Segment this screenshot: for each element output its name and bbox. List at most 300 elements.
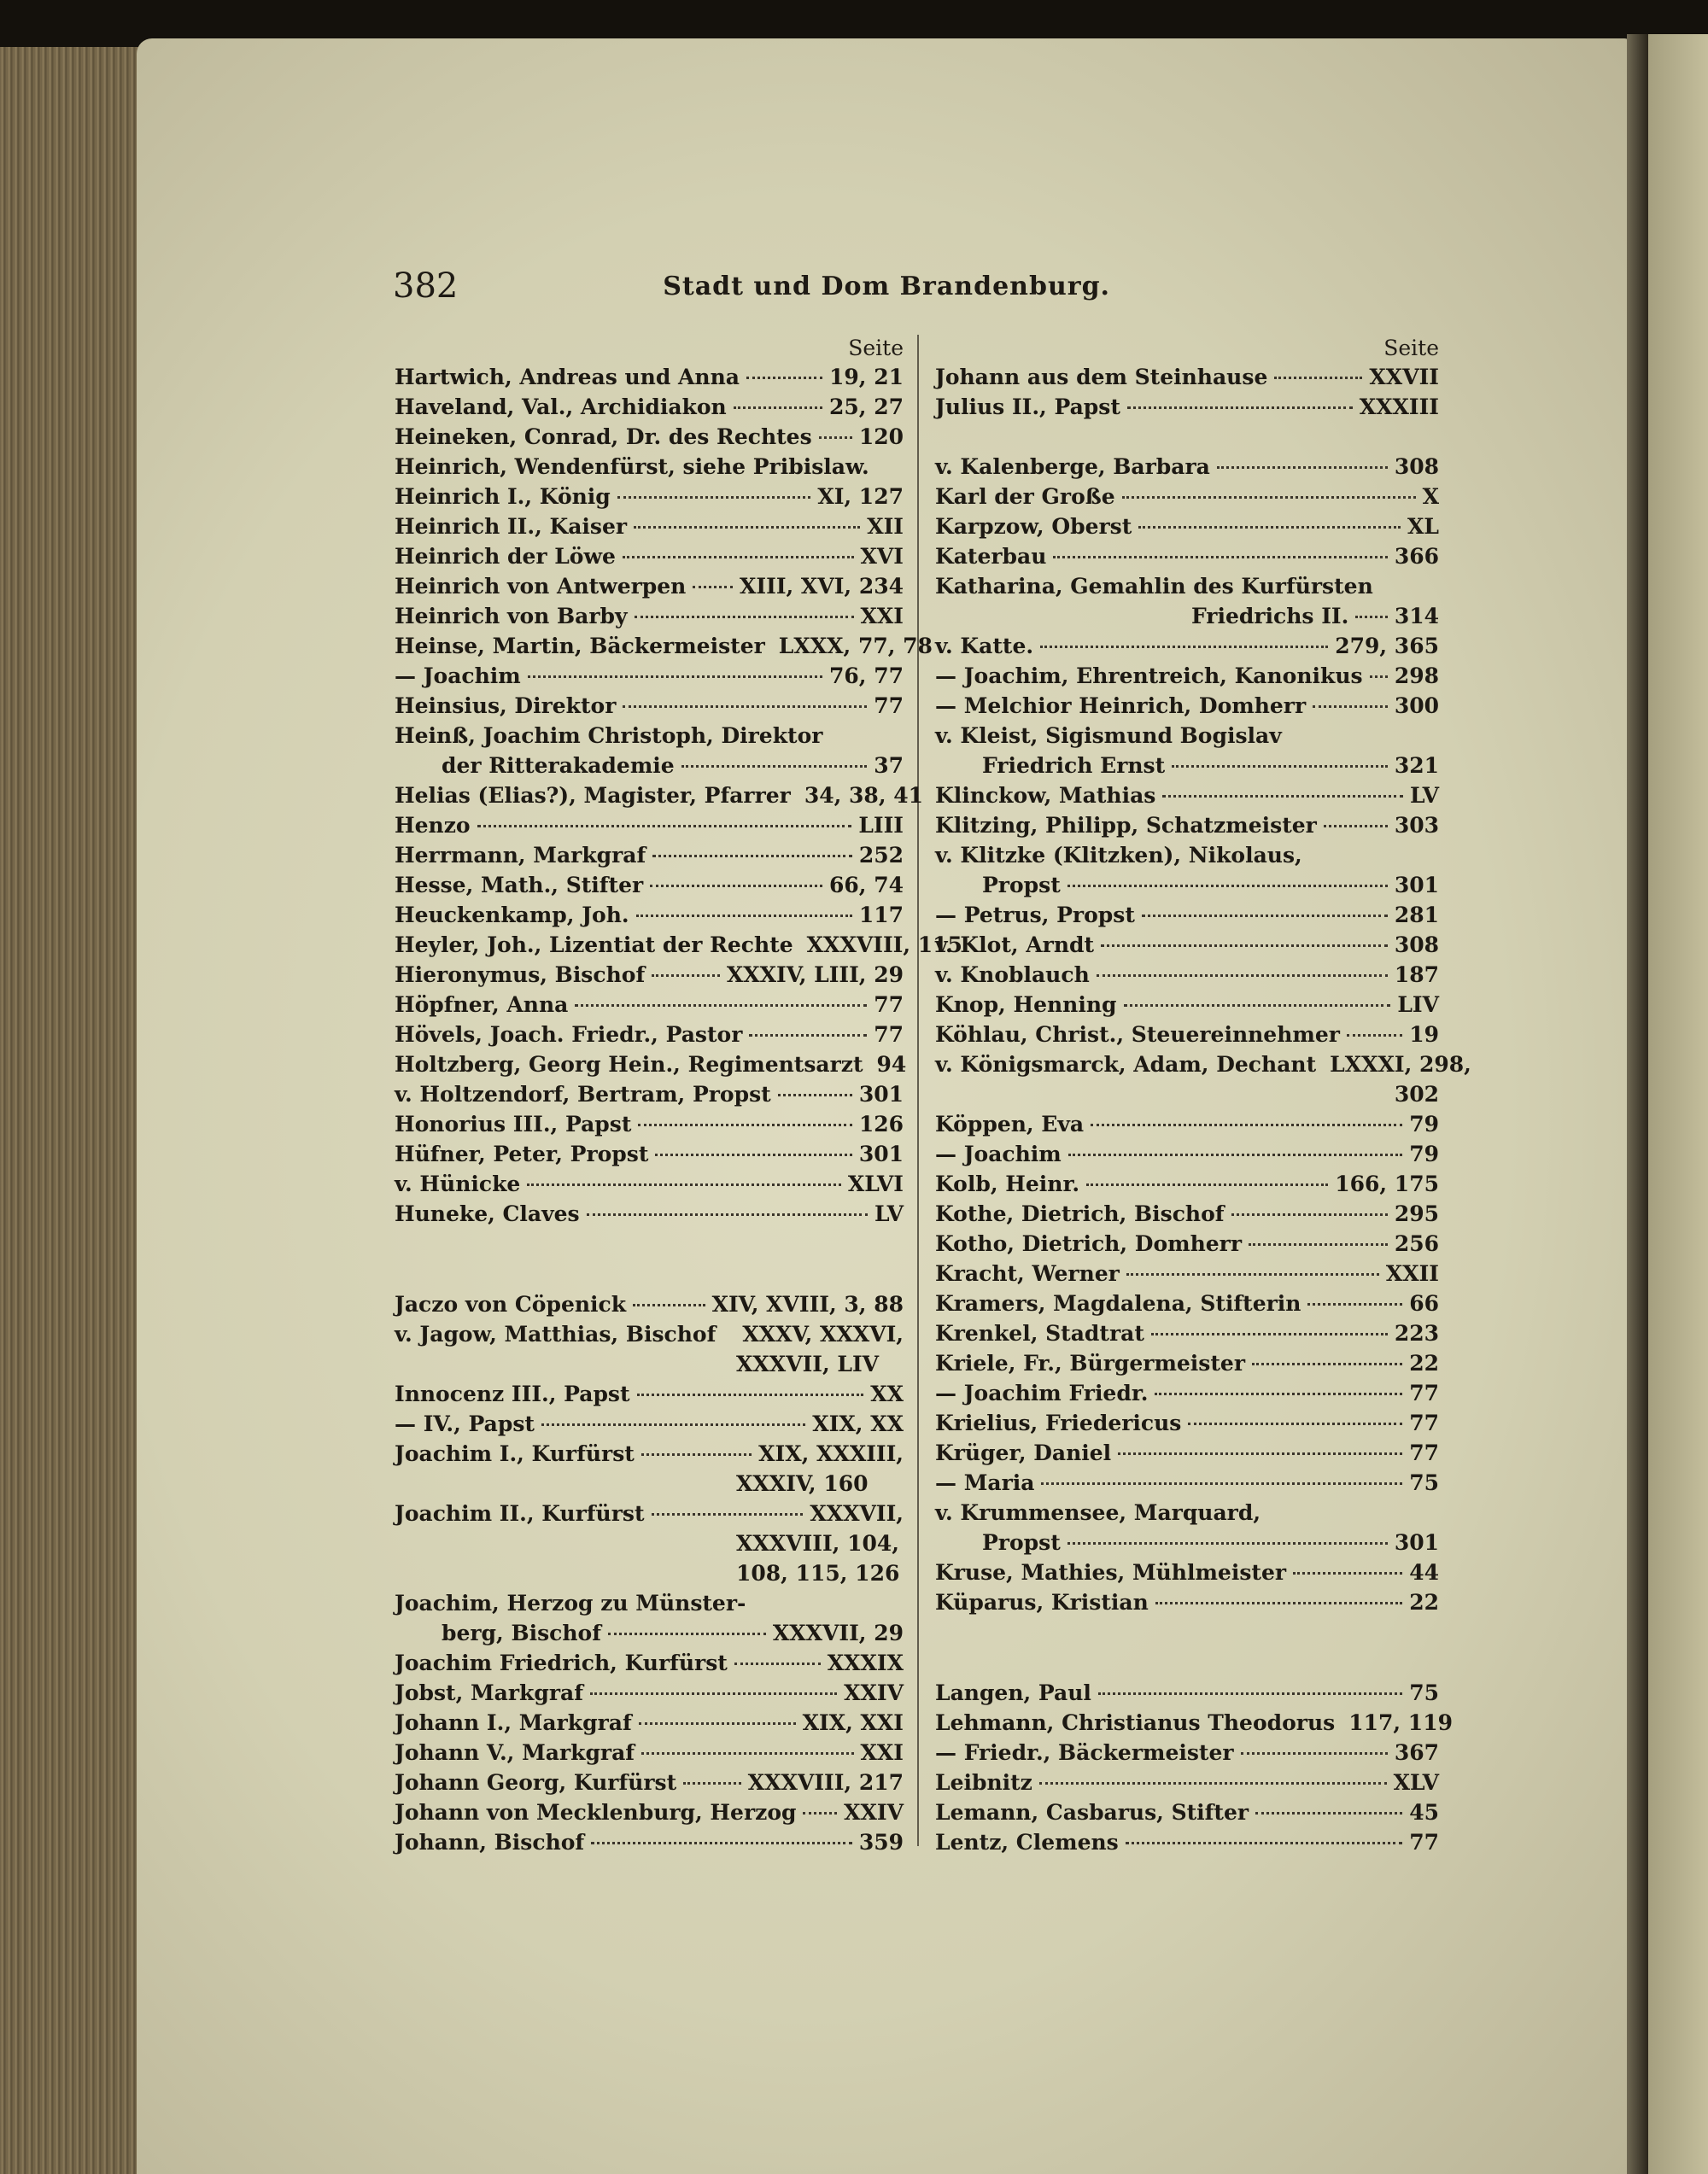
index-entry-name: Karpzow, Oberst [935, 514, 1132, 539]
dot-leader [1217, 466, 1388, 469]
index-entry-name: — Joachim, Ehrentreich, Kanonikus [935, 663, 1363, 688]
dot-leader [693, 586, 733, 588]
index-entry-pages: 281 [1394, 903, 1439, 927]
index-entry-name: Klitzing, Philipp, Schatzmeister [935, 813, 1317, 838]
dot-leader [1118, 1452, 1402, 1455]
index-entry-name: Johann I., Markgraf [395, 1710, 632, 1735]
index-entry-pages: 94 [876, 1052, 907, 1077]
index-entry-pages: 166, 175 [1335, 1172, 1439, 1196]
index-entry-pages: XXI [860, 1740, 904, 1765]
index-entry [395, 422, 904, 452]
index-entry-pages: 295 [1394, 1201, 1439, 1226]
dot-leader [1101, 944, 1388, 947]
index-entry-pages: 77 [874, 1022, 904, 1047]
index-entry-pages: X [1422, 484, 1439, 509]
index-entry-name: Kothe, Dietrich, Bischof [935, 1201, 1225, 1226]
dot-leader [819, 436, 852, 439]
column-divider [917, 335, 919, 1846]
index-block-j [395, 1289, 904, 1319]
dot-leader [477, 825, 852, 827]
index-block-k [935, 452, 1439, 571]
index-entry-name: Heuckenkamp, Joh. [395, 903, 629, 927]
index-entry-pages: 117, 119 [1348, 1710, 1453, 1735]
index-entry [935, 1318, 1439, 1348]
dot-leader [1241, 1752, 1388, 1755]
index-entry-name: Heineken, Conrad, Dr. des Rechtes [395, 424, 812, 449]
index-entry [935, 691, 1439, 721]
index-entry: v. Kleist, Sigismund Bogislav [935, 723, 1282, 748]
index-entry-name: Lehmann, Christianus Theodorus [935, 1710, 1336, 1735]
index-entry-pages: XXIV [844, 1680, 904, 1705]
index-block-k6 [935, 1557, 1439, 1617]
index-entry [395, 1199, 904, 1229]
index-entry-pages: 117 [858, 903, 904, 927]
index-entry-pages: 77 [1409, 1441, 1439, 1465]
dot-leader [734, 406, 822, 409]
index-entry-name: Haveland, Val., Archidiakon [395, 394, 727, 419]
index-entry-name: Holtzberg, Georg Hein., Regimentsarzt [395, 1052, 863, 1077]
index-entry [395, 1738, 904, 1768]
dot-leader [652, 974, 720, 977]
index-entry [935, 1587, 1439, 1617]
index-entry-continuation: berg, Bischof XXXVII, 29 [442, 1621, 904, 1645]
index-entry-name: Kruse, Mathies, Mühlmeister [935, 1560, 1287, 1585]
index-entry-pages: LIII [858, 813, 904, 838]
dot-leader [1039, 1782, 1387, 1785]
index-entry-name: — Friedr., Bäckermeister [935, 1740, 1234, 1765]
index-entry-pages: XXXVIII, 217 [747, 1770, 904, 1795]
index-entry-name: Hieronymus, Bischof [395, 962, 646, 987]
index-entry-continuation: XXXVII, LIV [736, 1352, 880, 1376]
running-title: Stadt und Dom Brandenburg. [663, 272, 1110, 301]
index-entry-name: Heinse, Martin, Bäckermeister [395, 634, 765, 658]
index-entry-pages: 34, 38, 41 [804, 783, 924, 808]
index-entry: v. Krummensee, Marquard, [935, 1500, 1261, 1525]
index-entry [935, 1557, 1439, 1587]
index-entry [395, 870, 904, 900]
index-entry-name: Karl der Große [935, 484, 1115, 509]
book-spine [1627, 34, 1648, 2174]
dot-leader [1252, 1363, 1402, 1365]
index-entry-name: — Melchior Heinrich, Domherr [935, 693, 1307, 718]
dot-leader [1347, 1034, 1402, 1037]
index-entry [395, 661, 904, 691]
index-entry-pages: 77 [1409, 1411, 1439, 1435]
dot-leader [633, 1304, 705, 1306]
dot-leader [636, 915, 852, 917]
index-entry [395, 1139, 904, 1169]
dot-leader [1188, 1423, 1402, 1425]
index-entry-name: Johann, Bischof [395, 1830, 585, 1855]
index-entry [395, 392, 904, 422]
index-entry [395, 960, 904, 990]
index-entry-name: Krielius, Friedericus [935, 1411, 1182, 1435]
dot-leader [650, 885, 822, 887]
dot-leader [1053, 556, 1387, 558]
index-entry-pages: 303 [1394, 813, 1439, 838]
dot-leader [1127, 406, 1353, 409]
index-entry-pages: 359 [858, 1830, 904, 1855]
index-entry [935, 1289, 1439, 1318]
dot-leader [528, 675, 822, 678]
index-entry-continuation: Friedrich Ernst 321 [982, 753, 1439, 778]
index-entry [395, 840, 904, 870]
index-entry-name: Lemann, Casbarus, Stifter [935, 1800, 1249, 1825]
index-entry-pages: 22 [1409, 1351, 1439, 1376]
index-entry-pages: 252 [858, 843, 904, 868]
index-entry-name: Langen, Paul [935, 1680, 1091, 1705]
index-entry-continuation: 108, 115, 126 [736, 1561, 900, 1586]
index-entry [935, 1468, 1439, 1498]
index-entry-pages: 301 [858, 1082, 904, 1107]
index-entry [395, 571, 904, 601]
index-entry-name: Heinrich von Antwerpen [395, 574, 687, 599]
index-block-h2 [395, 780, 962, 1229]
index-entry [935, 960, 1439, 990]
index-entry [395, 1409, 904, 1439]
index-entry: v. Klitzke (Klitzken), Nikolaus, [935, 843, 1302, 868]
index-entry-pages: LIV [1397, 992, 1439, 1017]
dot-leader [749, 1034, 867, 1037]
index-entry [935, 1229, 1439, 1259]
dot-leader [1324, 825, 1388, 827]
index-entry-pages: 22 [1409, 1590, 1439, 1615]
index-entry-pages: 79 [1409, 1142, 1439, 1166]
index-entry-pages: LV [1409, 783, 1439, 808]
index-entry-name: v. Hünicke [395, 1172, 521, 1196]
index-entry [935, 1020, 1439, 1049]
index-entry-pages: 75 [1409, 1680, 1439, 1705]
index-entry [395, 362, 904, 392]
index-entry-pages: 75 [1409, 1470, 1439, 1495]
index-entry-name: Jaczo von Cöpenick [395, 1292, 627, 1317]
index-entry-continuation: der Ritterakademie 37 [442, 753, 904, 778]
index-entry [935, 1797, 1439, 1827]
dot-leader [1091, 1124, 1402, 1126]
dot-leader [591, 1842, 852, 1844]
index-entry [935, 452, 1439, 482]
index-entry-pages: 367 [1394, 1740, 1439, 1765]
index-entry [395, 1289, 904, 1319]
index-entry-name: Johann aus dem Steinhause [935, 365, 1268, 389]
dot-leader [1086, 1183, 1328, 1186]
index-entry-name: Joachim Friedrich, Kurfürst [395, 1651, 728, 1675]
index-entry-pages: LXXX, 77, 78 [778, 634, 933, 658]
dot-leader [1162, 795, 1403, 798]
index-entry [935, 541, 1439, 571]
index-entry-continuation: XXXVIII, 104, [736, 1531, 899, 1556]
dot-leader [1370, 675, 1388, 678]
index-entry-name: Heinrich, Wendenfürst, siehe Pribislaw. [395, 454, 869, 479]
index-entry-name: Krenkel, Stadtrat [935, 1321, 1144, 1346]
index-entry-pages: 66 [1409, 1291, 1439, 1316]
index-block-k5 [935, 1109, 1439, 1498]
book-page-edges [0, 47, 149, 2174]
index-entry-continuation: Friedrichs II. 314 [1191, 604, 1439, 628]
dot-leader [1151, 1333, 1388, 1335]
dot-leader [1098, 1692, 1402, 1695]
index-entry-pages: 366 [1394, 544, 1439, 569]
dot-leader [655, 1154, 851, 1156]
dot-leader [1274, 377, 1362, 379]
index-entry-pages: XLV [1393, 1770, 1439, 1795]
index-entry-name: Hövels, Joach. Friedr., Pastor [395, 1022, 743, 1047]
index-block-k3 [935, 780, 1439, 840]
index-entry [395, 1768, 904, 1797]
index-entry-pages: XL [1407, 514, 1439, 539]
index-entry [935, 1678, 1439, 1708]
dot-leader [587, 1213, 868, 1216]
index-entry [935, 392, 1439, 422]
index-entry-name: Küparus, Kristian [935, 1590, 1149, 1615]
index-block-j2 [395, 1379, 904, 1439]
index-entry-pages: XIV, XVIII, 3, 88 [711, 1292, 904, 1317]
dot-leader [639, 1722, 796, 1725]
index-block-h [395, 362, 933, 721]
index-entry: v. Königsmarck, Adam, Dechant LXXXI, 298, [935, 1052, 1471, 1077]
dot-leader [1122, 496, 1416, 499]
index-entry [935, 1259, 1439, 1289]
index-entry [395, 482, 904, 511]
index-entry-name: Kramers, Magdalena, Stifterin [935, 1291, 1301, 1316]
index-entry-name: Henzo [395, 813, 471, 838]
index-entry-continuation: XXXIV, 160 [736, 1471, 869, 1496]
dot-leader [1040, 646, 1328, 648]
dot-leader [1068, 1154, 1402, 1156]
index-entry-continuation: Propst 301 [982, 1530, 1439, 1555]
index-entry-name: Kolb, Heinr. [935, 1172, 1080, 1196]
index-entry-name: Hüfner, Peter, Propst [395, 1142, 649, 1166]
index-entry-pages: XX [870, 1382, 904, 1406]
index-block-j [935, 362, 1439, 422]
index-entry [395, 1020, 904, 1049]
dot-leader [1293, 1572, 1402, 1575]
dot-leader [638, 1124, 851, 1126]
dot-leader [746, 377, 822, 379]
index-entry-name: Köhlau, Christ., Steuereinnehmer [935, 1022, 1340, 1047]
index-entry [395, 1169, 904, 1199]
index-entry-pages: XIII, XVI, 234 [740, 574, 904, 599]
index-entry-pages: XI, 127 [817, 484, 904, 509]
index-entry-name: Leibnitz [935, 1770, 1032, 1795]
index-entry-pages: XXVII [1369, 365, 1439, 389]
index-entry [395, 780, 924, 810]
dot-leader [527, 1183, 841, 1186]
index-entry [395, 1648, 904, 1678]
index-entry-pages: XXXIII [1359, 394, 1439, 419]
index-entry [395, 1079, 904, 1109]
index-entry-name: — Maria [935, 1470, 1035, 1495]
index-entry-name: Heinrich von Barby [395, 604, 628, 628]
index-entry-name: Heinrich II., Kaiser [395, 514, 628, 539]
index-entry-name: Heinsius, Direktor [395, 693, 617, 718]
index-block-k4 [935, 900, 1439, 1049]
dot-leader [1124, 1004, 1391, 1007]
index-entry [935, 1109, 1439, 1139]
index-entry-name: — IV., Papst [395, 1411, 535, 1436]
index-entry-continuation: 302 [1394, 1082, 1439, 1107]
dot-leader [623, 705, 867, 708]
seite-label: Seite [848, 336, 904, 360]
index-entry-name: Knop, Henning [935, 992, 1117, 1017]
index-entry [395, 1109, 904, 1139]
index-entry-pages: 19 [1409, 1022, 1439, 1047]
dot-leader [1249, 1243, 1388, 1246]
index-entry-pages: XIX, XX [812, 1411, 904, 1436]
index-entry-name: Kotho, Dietrich, Domherr [935, 1231, 1242, 1256]
index-entry: Joachim, Herzog zu Münster- [395, 1591, 746, 1616]
index-entry-pages: 301 [858, 1142, 904, 1166]
dot-leader [1255, 1812, 1402, 1815]
index-entry-pages: XXXVIII, 115 [806, 932, 962, 957]
index-entry-name: Hesse, Math., Stifter [395, 873, 644, 897]
index-entry-pages: 77 [874, 992, 904, 1017]
index-entry-pages: 300 [1394, 693, 1439, 718]
index-entry-name: Heinrich I., König [395, 484, 611, 509]
index-entry-pages: 298 [1394, 663, 1439, 688]
index-entry [935, 810, 1439, 840]
index-entry-continuation: Propst 301 [982, 873, 1439, 897]
index-entry [935, 511, 1439, 541]
dot-leader [778, 1094, 852, 1096]
dot-leader [635, 616, 854, 618]
index-entry-pages: XVI [860, 544, 904, 569]
dot-leader [683, 1782, 741, 1785]
index-entry-pages: XXII [1385, 1261, 1439, 1286]
index-entry-name: v. Katte. [935, 634, 1034, 658]
index-entry [395, 511, 904, 541]
index-entry-pages: 308 [1394, 454, 1439, 479]
index-entry-pages: 76, 77 [829, 663, 904, 688]
index-entry-name: Kracht, Werner [935, 1261, 1120, 1286]
index-entry [395, 1797, 904, 1827]
dot-leader [575, 1004, 867, 1007]
index-entry [395, 990, 904, 1020]
index-entry-pages: XXI [860, 604, 904, 628]
index-entry-name: Hartwich, Andreas und Anna [395, 365, 740, 389]
index-block-l [935, 1678, 1453, 1857]
index-entry [935, 661, 1439, 691]
dot-leader [541, 1423, 805, 1426]
index-entry-name: Jobst, Markgraf [395, 1680, 583, 1705]
index-entry-pages: 44 [1409, 1560, 1439, 1585]
dot-leader [1307, 1303, 1402, 1306]
index-entry-pages: 256 [1394, 1231, 1439, 1256]
dot-leader [1126, 1273, 1379, 1276]
index-entry [395, 810, 904, 840]
dot-leader [634, 526, 860, 529]
index-entry-name: Köppen, Eva [935, 1112, 1085, 1137]
index-entry [935, 990, 1439, 1020]
index-entry: v. Jagow, Matthias, Bischof XXXV, XXXVI, [395, 1322, 904, 1347]
index-entry [935, 1827, 1439, 1857]
index-entry [935, 1438, 1439, 1468]
index-entry-pages: 66, 74 [829, 873, 904, 897]
index-entry [935, 1738, 1439, 1768]
index-entry [935, 1708, 1453, 1738]
index-entry [395, 631, 933, 661]
index-entry-name: Johann Georg, Kurfürst [395, 1770, 677, 1795]
index-entry-name: — Joachim [395, 663, 521, 688]
index-entry: Heinß, Joachim Christoph, Direktor [395, 723, 823, 748]
index-entry-pages: XXXIX [827, 1651, 904, 1675]
index-entry-pages: 223 [1394, 1321, 1439, 1346]
index-entry-name: Heyler, Joh., Lizentiat der Rechte [395, 932, 793, 957]
index-entry-pages: XXXIV, LIII, 29 [726, 962, 904, 987]
index-entry-pages: XXIV [844, 1800, 904, 1825]
index-entry-pages: 187 [1394, 962, 1439, 987]
index-entry [395, 1827, 904, 1857]
index-entry-name: v. Kalenberge, Barbara [935, 454, 1210, 479]
index-column-left [395, 335, 962, 1857]
index-entry-name: Helias (Elias?), Magister, Pfarrer [395, 783, 791, 808]
index-entry-name: Johann von Mecklenburg, Herzog [395, 1800, 797, 1825]
index-entry-name: Herrmann, Markgraf [395, 843, 646, 868]
index-entry-pages: XII [867, 514, 904, 539]
index-entry [935, 1139, 1439, 1169]
index-entry [395, 601, 904, 631]
index-entry [935, 1768, 1439, 1797]
facing-page-edge [1648, 34, 1708, 2174]
index-entry [935, 1199, 1439, 1229]
index-entry-pages: 25, 27 [829, 394, 904, 419]
index-entry [395, 1379, 904, 1409]
dot-leader [1155, 1602, 1402, 1604]
index-entry [395, 691, 904, 721]
page-header [393, 266, 1110, 309]
index-entry-name: Julius II., Papst [935, 394, 1120, 419]
index-entry-pages: XLVI [847, 1172, 904, 1196]
dot-leader [623, 556, 854, 558]
index-entry-name: Innocenz III., Papst [395, 1382, 630, 1406]
index-entry-name: Johann V., Markgraf [395, 1740, 635, 1765]
index-entry-name: Kriele, Fr., Bürgermeister [935, 1351, 1246, 1376]
index-entry-name: Huneke, Claves [395, 1201, 580, 1226]
dot-leader [1155, 1393, 1402, 1395]
index-entry-pages: LV [874, 1201, 904, 1226]
index-entry: Joachim I., Kurfürst XIX, XXXIII, [395, 1441, 904, 1466]
index-entry-pages: 79 [1409, 1112, 1439, 1137]
index-entry [395, 930, 962, 960]
dot-leader [1231, 1213, 1388, 1216]
index-entry-pages: XIX, XXI [802, 1710, 904, 1735]
index-entry-pages: 279, 365 [1335, 634, 1439, 658]
index-entry-name: Heinrich der Löwe [395, 544, 616, 569]
index-entry-pages: 77 [874, 693, 904, 718]
index-entry [935, 1348, 1439, 1378]
index-entry [935, 1169, 1439, 1199]
index-entry-pages: 77 [1409, 1830, 1439, 1855]
index-entry [935, 362, 1439, 392]
index-entry [935, 482, 1439, 511]
dot-leader [590, 1692, 837, 1695]
dot-leader [734, 1663, 821, 1665]
index-entry-name: v. Klot, Arndt [935, 932, 1095, 957]
index-entry [935, 780, 1439, 810]
index-entry [395, 541, 904, 571]
index-entry-name: — Joachim [935, 1142, 1062, 1166]
index-entry: Katharina, Gemahlin des Kurfürsten [935, 574, 1373, 599]
dot-leader [1313, 705, 1388, 708]
dot-leader [1041, 1482, 1402, 1485]
seite-label: Seite [1383, 336, 1439, 360]
index-entry [395, 452, 904, 482]
index-entry [395, 1678, 904, 1708]
dot-leader [637, 1394, 864, 1396]
dot-leader [641, 1752, 853, 1755]
dot-leader [1138, 526, 1401, 529]
index-entry-name: Honorius III., Papst [395, 1112, 632, 1137]
